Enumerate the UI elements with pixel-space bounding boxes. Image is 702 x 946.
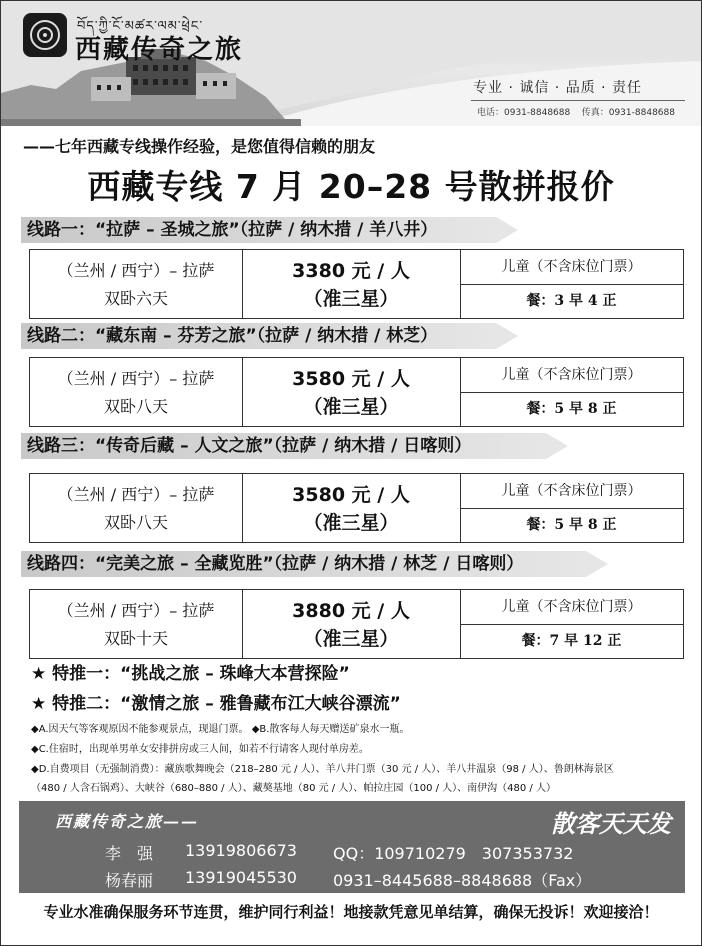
route-1-duration: 双卧六天 [103, 289, 168, 308]
route-3-price-box [29, 473, 684, 543]
footer-contact-panel [19, 801, 685, 893]
note-ab: ◆A.因天气等客观原因不能参观景点，现退门票。 ◆B.散客每人每天赠送矿泉水一瓶。 [31, 724, 410, 735]
route-2-price-box [29, 357, 684, 427]
route-1-level: （准三星） [303, 288, 399, 310]
bottom-slogan: 专业水准确保服务环节连贯，维护同行利益！地接款凭意见单结算，确保无投诉！欢迎接洽！ [43, 903, 659, 921]
special-1: ★ 特推一：“挑战之旅 – 珠峰大本营探险” [31, 664, 350, 684]
route-1-price-box [29, 249, 684, 319]
brand-name: 西藏传奇之旅 [75, 35, 244, 65]
route-2-meals: 餐：5 早 8 正 [526, 401, 617, 417]
contact-2-phone: 13919045530 [185, 868, 297, 887]
route-3-from: （兰州 / 西宁）– 拉萨 [57, 485, 215, 504]
route-1-child: 儿童（不含床位门票） [460, 250, 683, 285]
header-phone: 电话：0931-8848688 [477, 108, 571, 118]
route-2-from: （兰州 / 西宁）– 拉萨 [57, 369, 215, 388]
route-4-duration: 双卧十天 [103, 629, 168, 648]
route-3-child: 儿童（不含床位门票） [460, 474, 683, 509]
contact-tel-fax: 0931–8445688–8848688（Fax） [333, 871, 592, 890]
route-1-meals: 餐：3 早 4 正 [526, 293, 617, 309]
route-2-price: 3580 元 / 人 [292, 368, 410, 390]
route-3-price: 3580 元 / 人 [292, 484, 410, 506]
route-4-meals: 餐：7 早 12 正 [521, 633, 622, 649]
page-title: 西藏专线 7 月 20–28 号散拼报价 [87, 167, 615, 206]
route-1-price: 3380 元 / 人 [292, 260, 410, 282]
route-1-from: （兰州 / 西宁）– 拉萨 [57, 261, 215, 280]
route-1-title: 线路一：“拉萨 – 圣城之旅”（拉萨 / 纳木措 / 羊八井） [21, 217, 496, 243]
footer-brand: 西藏传奇之旅—— [55, 812, 200, 831]
route-2-level: （准三星） [303, 396, 399, 418]
route-4-child: 儿童（不含床位门票） [460, 590, 683, 625]
special-2: ★ 特推二：“激情之旅 – 雅鲁藏布江大峡谷漂流” [31, 694, 401, 714]
header-slogan: 专业 · 诚信 · 品质 · 责任 [473, 80, 643, 96]
route-2-duration: 双卧八天 [103, 397, 168, 416]
route-4-price-box [29, 589, 684, 659]
contact-1-phone: 13919806673 [185, 841, 297, 860]
route-3-meals: 餐：5 早 8 正 [526, 517, 617, 533]
tibetan-brand-text: བོད་ཀྱི་ངོ་མཚར་ལམ་ཕྲེང་ [77, 19, 204, 34]
route-2-child: 儿童（不含床位门票） [460, 358, 683, 393]
header-fax: 传真：0931-8848688 [581, 108, 675, 118]
route-4-level: （准三星） [303, 628, 399, 650]
note-d: ◆D.自费项目（无强制消费）：藏族歌舞晚会（218–280 元 / 人）、羊八井门票（30 元 / 人）、羊八井温泉（98 / 人）、鲁朗林海景区 [31, 764, 614, 775]
route-3-title: 线路三：“传奇后藏 – 人文之旅”（拉萨 / 纳木措 / 日喀则） [21, 433, 546, 459]
route-3-duration: 双卧八天 [103, 513, 168, 532]
route-2-title: 线路二：“藏东南 – 芬芳之旅”（拉萨 / 纳木措 / 林芝） [21, 323, 496, 349]
note-c: ◆C.住宿时，出现单男单女安排拼房或三人间，如若不行请客人现付单房差。 [31, 744, 369, 755]
contact-1-name: 李 强 [105, 844, 154, 863]
route-3-level: （准三星） [303, 512, 399, 534]
route-4-title: 线路四：“完美之旅 – 全藏览胜”（拉萨 / 纳木措 / 林芝 / 日喀则） [21, 551, 586, 577]
contact-qq: QQ：109710279 307353732 [333, 844, 574, 863]
header-contact [477, 105, 675, 118]
brand-logo-icon [23, 13, 67, 57]
contact-2-name: 杨春丽 [105, 871, 154, 890]
header-divider [471, 100, 685, 101]
header-banner [1, 1, 701, 126]
footer-slogan: 散客天天发 [551, 809, 671, 838]
tagline: ——七年西藏专线操作经验，是您值得信赖的朋友 [23, 137, 376, 156]
note-d-cont: （480 / 人含石锅鸡）、大峡谷（680–880 / 人）、藏獒基地（80 元 / 人）、帕拉庄园（100 / 人）、南伊沟（480 / 人） [31, 783, 556, 794]
route-4-price: 3880 元 / 人 [292, 600, 410, 622]
route-4-from: （兰州 / 西宁）– 拉萨 [57, 601, 215, 620]
